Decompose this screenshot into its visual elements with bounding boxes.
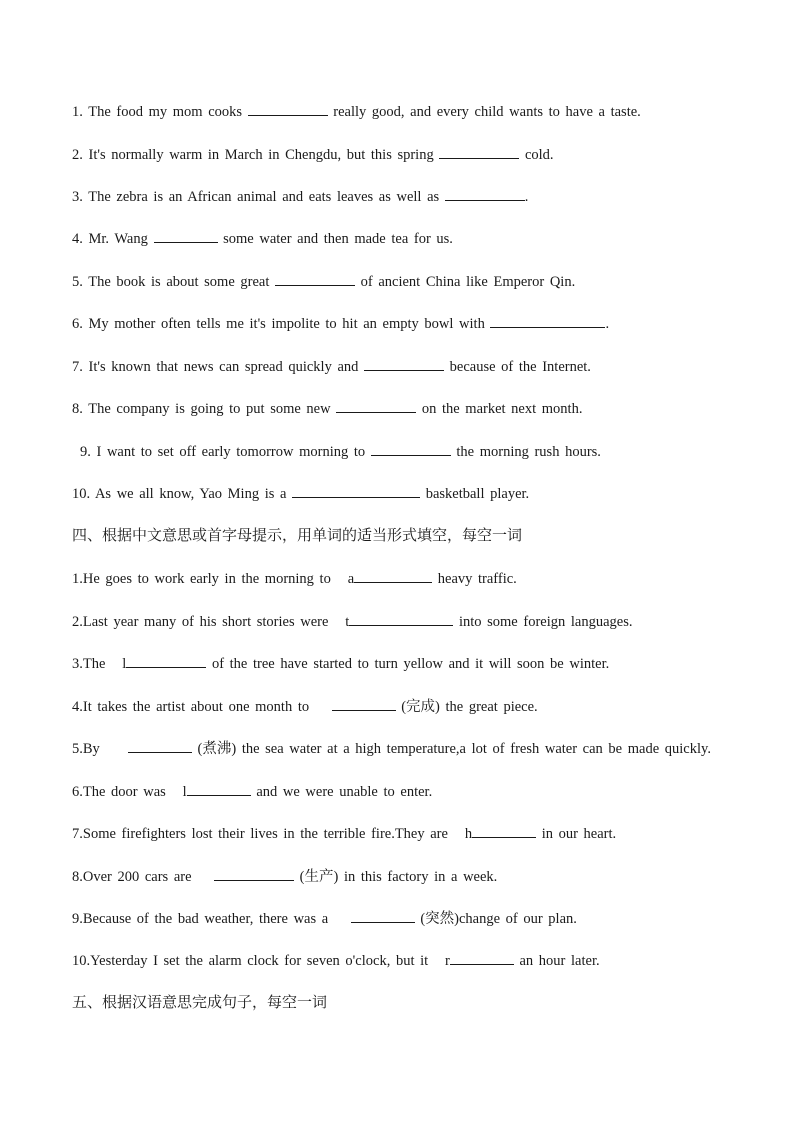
answer-blank[interactable] — [248, 101, 328, 116]
item-text: 9.Because of the bad weather, there was a — [72, 911, 329, 927]
item-text: 4.It takes the artist about one month to — [72, 699, 310, 715]
exercise-item — [72, 398, 582, 419]
exercise-item — [72, 653, 609, 674]
item-text: really good, and every child wants to have a taste. — [333, 104, 641, 120]
item-text: . — [605, 316, 610, 332]
item-text: (完成) the great piece. — [401, 699, 538, 715]
item-text: 1.He goes to work early in the morning to — [72, 571, 331, 587]
answer-blank[interactable] — [154, 228, 218, 243]
answer-blank[interactable] — [332, 696, 396, 711]
answer-blank[interactable] — [349, 611, 453, 626]
item-text: 2. It's normally warm in March in Chengdu, but this spring — [72, 147, 434, 163]
section-heading: 五、根据汉语意思完成句子，每空一词 — [72, 993, 328, 1011]
exercise-item — [72, 228, 453, 249]
exercise-item — [72, 101, 641, 122]
answer-blank[interactable] — [354, 568, 432, 583]
item-text: 5. The book is about some great — [72, 274, 270, 290]
item-text: (突然)change of our plan. — [420, 911, 577, 927]
item-text: 6. My mother often tells me it's impolite to hit an empty bowl with — [72, 316, 485, 332]
first-letter-hint: l — [122, 656, 127, 672]
answer-blank[interactable] — [472, 823, 536, 838]
item-text: 8.Over 200 cars are — [72, 869, 192, 885]
answer-blank[interactable] — [490, 313, 605, 328]
exercise-item — [72, 738, 711, 759]
answer-blank[interactable] — [214, 866, 294, 881]
item-text: 3. The zebra is an African animal and eats leaves as well as — [72, 189, 440, 205]
item-text: 7. It's known that news can spread quickly and — [72, 359, 359, 375]
item-text: 9. I want to set off early tomorrow morning to — [80, 444, 366, 460]
item-text: (生产) in this factory in a week. — [299, 869, 498, 885]
answer-blank[interactable] — [439, 144, 519, 159]
exercise-item — [72, 313, 609, 334]
exercise-item — [72, 611, 632, 632]
exercise-item — [72, 823, 616, 844]
exercise-item — [72, 483, 529, 504]
first-letter-hint: l — [182, 784, 187, 800]
item-text: heavy traffic. — [437, 571, 517, 587]
item-text: 1. The food my mom cooks — [72, 104, 243, 120]
item-text: 4. Mr. Wang — [72, 231, 148, 247]
answer-blank[interactable] — [275, 271, 355, 286]
item-text: of ancient China like Emperor Qin. — [360, 274, 576, 290]
item-text: 5.By — [72, 741, 100, 757]
item-text: (煮沸) the sea water at a high temperature,a lot of fresh water can be made quickly. — [197, 741, 711, 757]
item-text: basketball player. — [425, 486, 530, 502]
exercise-item — [72, 950, 600, 971]
first-letter-hint: h — [464, 826, 473, 842]
exercise-item — [72, 696, 538, 717]
item-text: cold. — [524, 147, 554, 163]
exercise-item — [80, 441, 601, 462]
exercise-item — [72, 568, 517, 589]
item-text: and we were unable to enter. — [256, 784, 433, 800]
exercise-item — [72, 186, 528, 207]
exercise-item — [72, 908, 577, 929]
item-text: into some foreign languages. — [458, 614, 633, 630]
item-text: in our heart. — [541, 826, 617, 842]
item-text: 2.Last year many of his short stories were — [72, 614, 329, 630]
item-text: 7.Some firefighters lost their lives in the terrible fire.They are — [72, 826, 448, 842]
answer-blank[interactable] — [292, 483, 420, 498]
answer-blank[interactable] — [336, 398, 416, 413]
first-letter-hint: a — [347, 571, 355, 587]
exercise-item — [72, 144, 554, 165]
item-text: on the market next month. — [421, 401, 583, 417]
item-text: . — [524, 189, 529, 205]
answer-blank[interactable] — [364, 356, 444, 371]
item-text: 3.The — [72, 656, 106, 672]
answer-blank[interactable] — [126, 653, 206, 668]
exercise-item — [72, 781, 432, 802]
item-text: an hour later. — [519, 953, 600, 969]
answer-blank[interactable] — [187, 781, 251, 796]
item-text: 6.The door was — [72, 784, 166, 800]
item-text: 10. As we all know, Yao Ming is a — [72, 486, 287, 502]
item-text: the morning rush hours. — [456, 444, 601, 460]
item-text: 8. The company is going to put some new — [72, 401, 331, 417]
answer-blank[interactable] — [351, 908, 415, 923]
first-letter-hint: t — [345, 614, 350, 630]
first-letter-hint: r — [445, 953, 450, 969]
item-text: of the tree have started to turn yellow and it will soon be winter. — [211, 656, 610, 672]
exercise-item — [72, 271, 575, 292]
exercise-item — [72, 356, 591, 377]
exercise-item — [72, 866, 497, 887]
answer-blank[interactable] — [445, 186, 525, 201]
answer-blank[interactable] — [371, 441, 451, 456]
answer-blank[interactable] — [450, 950, 514, 965]
item-text: some water and then made tea for us. — [223, 231, 453, 247]
item-text: because of the Internet. — [449, 359, 591, 375]
section-heading: 四、根据中文意思或首字母提示，用单词的适当形式填空，每空一词 — [72, 526, 523, 544]
item-text: 10.Yesterday I set the alarm clock for seven o'clock, but it — [72, 953, 429, 969]
answer-blank[interactable] — [128, 738, 192, 753]
